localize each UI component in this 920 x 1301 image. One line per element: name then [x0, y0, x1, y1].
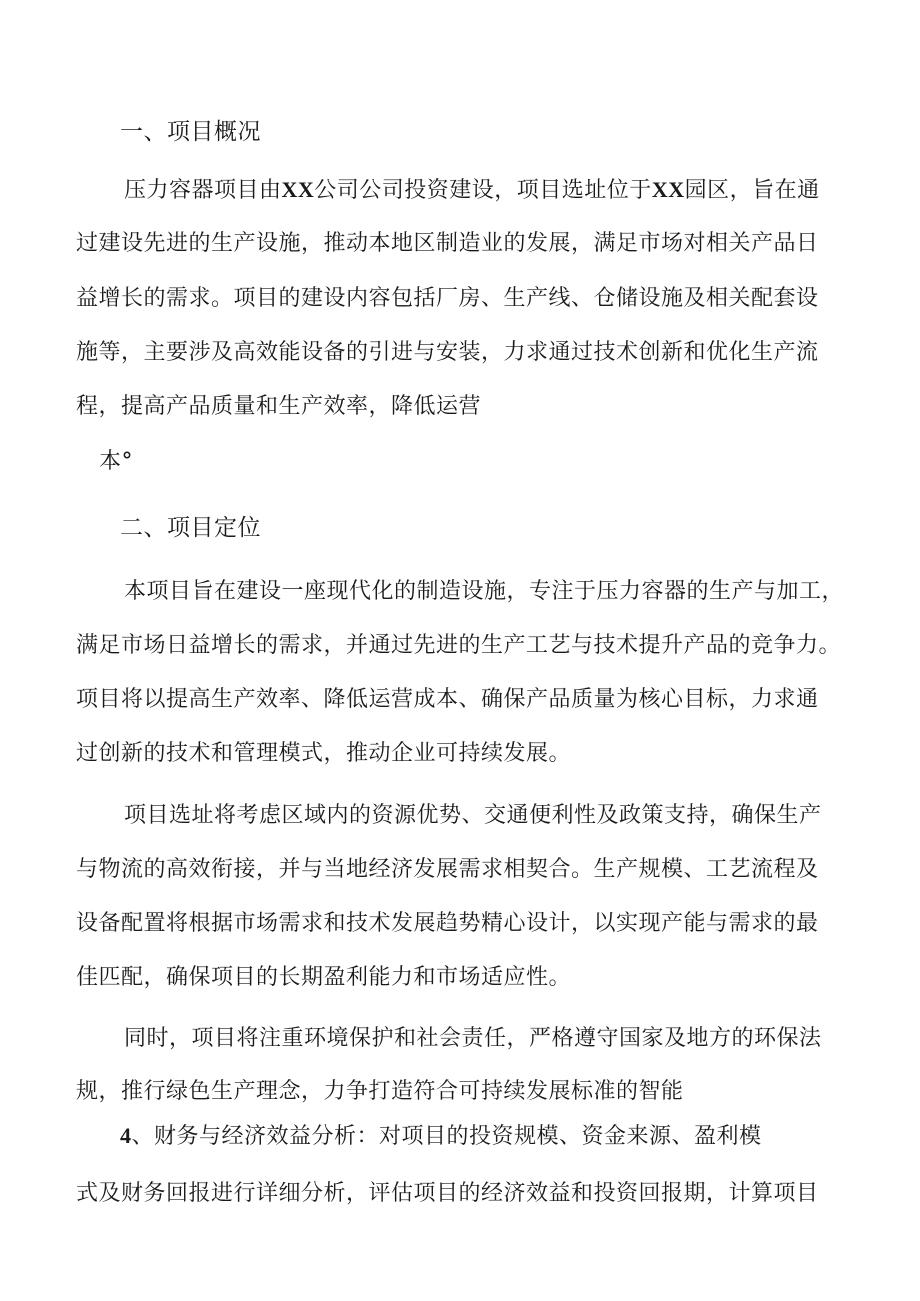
section-2-heading: 二、项目定位: [120, 515, 261, 541]
section-2-para-3-line-1: 同时，项目将注重环境保护和社会责任，严格遵守国家及地方的环保法: [124, 1026, 822, 1051]
section-2-para-3-line-2: 规，推行绿色生产理念，力争打造符合可持续发展标准的智能: [76, 1079, 684, 1104]
section-1-paragraph-line-5: 程，提高产品质量和生产效率，降低运营: [76, 394, 482, 419]
section-2-para-1-line-3: 项目将以提高生产效率、降低运营成本、确保产品质量为核心目标，力求通: [76, 687, 819, 712]
section-2-para-4-line-1: [120, 1122, 762, 1151]
text-run: 压力容器项目由: [124, 178, 282, 203]
section-1-paragraph-line-3: 益增长的需求。项目的建设内容包括厂房、生产线、仓储设施及相关配套设: [76, 286, 819, 311]
section-2-para-1-line-1: 本项目旨在建设一座现代化的制造设施，专注于压力容器的生产与加工，: [124, 579, 845, 604]
section-2-para-1-line-2: 满足市场日益增长的需求，并通过先进的生产工艺与技术提升产品的竞争力。: [76, 633, 842, 658]
section-2-para-2-line-1: 项目选址将考虑区域内的资源优势、交通便利性及政策支持，确保生产: [124, 803, 822, 828]
section-1-paragraph-line-4: 施等，主要涉及高效能设备的引进与安装，力求通过技术创新和优化生产流: [76, 340, 819, 365]
section-1-paragraph-line-1: [124, 176, 820, 205]
section-2-para-1-line-4: 过创新的技术和管理模式，推动企业可持续发展。: [76, 741, 572, 766]
section-2-para-2-line-4: 佳匹配，确保项目的长期盈利能力和市场适应性。: [76, 965, 572, 990]
section-1-paragraph-line-2: 过建设先进的生产设施，推动本地区制造业的发展，满足市场对相关产品日: [76, 231, 819, 256]
section-2-para-2-line-3: 设备配置将根据市场需求和技术发展趋势精心设计，以实现产能与需求的最: [76, 911, 819, 936]
park-placeholder: XX: [651, 177, 685, 202]
section-2-para-2-line-2: 与物流的高效衔接，并与当地经济发展需求相契合。生产规模、工艺流程及: [76, 857, 819, 882]
company-placeholder: XX: [281, 177, 315, 202]
section-1-heading: 一、项目概况: [120, 119, 261, 145]
section-1-paragraph-line-6: 本°: [99, 449, 134, 474]
text-run: 公司公司投资建设，项目选址位于: [314, 178, 652, 203]
section-2-para-4-line-2: 式及财务回报进行详细分析，评估项目的经济效益和投资回报期，计算项目: [76, 1181, 819, 1206]
item-number: 4: [120, 1123, 132, 1148]
text-run: 园区，旨在通: [684, 178, 820, 203]
text-run: 、财务与经济效益分析：对项目的投资规模、资金来源、盈利模: [131, 1124, 762, 1149]
